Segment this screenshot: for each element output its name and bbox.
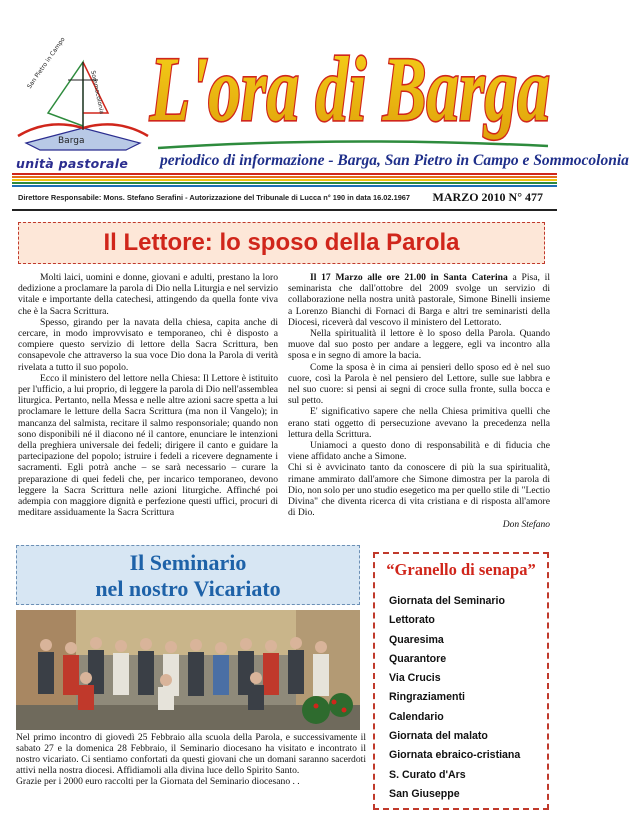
caption-paragraph: Grazie per i 2000 euro raccolti per la Giornata del Seminario diocesano . . (16, 776, 300, 787)
granello-item: Giornata del malato (389, 730, 488, 743)
granello-item: Lettorato (389, 614, 435, 627)
granello-list (389, 592, 520, 804)
granello-title: “Granello di senapa” (386, 560, 536, 579)
article-right-column (288, 272, 550, 532)
article-headline: Il Lettore: lo sposo della Parola (103, 229, 460, 256)
article-paragraph-lead (288, 272, 550, 328)
logo-arc-right-text: Sommocolonia (89, 70, 106, 115)
logo-arc-left-text: San Pietro in Campo (26, 36, 67, 91)
publication-credits: Direttore Responsabile: Mons. Stefano Serafini - Autorizzazione del Tribunale di Lucca n° 190 in data 16.02.1967 (18, 193, 411, 202)
seminario-banner (16, 545, 360, 605)
granello-item: Giornata del Seminario (389, 595, 505, 607)
masthead-subtitle: periodico di informazione - Barga, San Pietro in Campo e Sommocolonia (160, 152, 629, 169)
article-paragraph: Come la sposa è in cima ai pensieri dello sposo ed è nel suo cuore, così la Parola è nel pensiero del Lettore, sulle sue labbra e nel suo cuore: si pensi ai segni di croce sulla fronte, sulla bocca e sul petto. (288, 361, 550, 407)
granello-item: San Giuseppe (389, 787, 460, 800)
article-signature: Don Stefano (502, 520, 550, 531)
issue-number: MARZO 2010 N° 477 (432, 190, 543, 204)
granello-item: Quaresima (389, 633, 444, 646)
article-paragraph: Spesso, girando per la navata della chiesa, capita anche di cercare, in modo improvvisato e temporaneo, chi è disposto a compiere questo servizio di lettore della Sacra Scrittura, ben consapevole che attraverso la sua voce Dio dona la Parola di verità rivelata a tutto il suo popolo. (18, 316, 278, 373)
article-paragraph: Ecco il ministero del lettore nella Chiesa: Il Lettore è istituito per l'ufficio, a lui proprio, di leggere la parola di Dio nell'assemblea liturgica. Pertanto, nella Messa e nelle altre azioni sacre spetta a lui proclamare le letture della Sacra Scrittura (ma non il Vangelo); in mancanza del salmista, recitare il salmo responsoriale; quando non sono disponibili né il diacono né il cantore, enunciare le intenzioni della preghiera universale dei fedeli; dirigere il canto e guidare la partecipazione del popolo; istruire i fedeli a ricevere degnamente i sacramenti. Egli potrà anche – se sarà necessario – curare la preparazione di quei fedeli che, per incarico temporaneo, devono leggere la Sacra Scrittura nelle azioni liturgiche. Affinché poi adempia con maggiore dignità e perfezione questi uffici, procuri di meditare assiduamente la Sacra Scrittura (18, 372, 278, 519)
logo-place-text: Barga (58, 136, 85, 146)
article-paragraph: Chi si è avvicinato tanto da conoscere di più la sua spiritualità, rimane ammirato dall'amore che Simone dimostra per la parola di Dio, non solo per uno studio esegetico ma per quello stile di "Lectio Divina" che diventa ricerca di vita cristiana e di risposta all'amore di Dio. (288, 462, 550, 519)
seminario-caption (16, 732, 366, 787)
seminario-title-line1: Il Seminario (129, 550, 247, 575)
seminario-group-photo (16, 610, 360, 730)
article-left-column (18, 272, 278, 518)
article-paragraph: Uniamoci a questo dono di responsabilità e di fiducia che viene affidato anche a Simone. (288, 440, 550, 463)
granello-item: Calendario (389, 710, 444, 723)
article-lead-bold: Il 17 Marzo alle ore 21.00 in Santa Caterina (310, 272, 508, 283)
granello-item: Ringraziamenti (389, 691, 465, 704)
granello-box (373, 552, 549, 810)
article-lead-rest: a Pisa, il seminarista che dall'ottobre del 2009 svolge un servizio di collaborazione nella nostra unità pastorale, Simone Binelli insieme a Lorenzo Bianchi di Fornaci di Barga e altri tre seminaristi della Diocesi, riceverà dal vescovo il ministero del Lettorato. (288, 272, 550, 328)
caption-paragraph: Nel primo incontro di giovedì 25 Febbraio alla scuola della Parola, e successivamente il sabato 27 e la domenica 28 Febbraio, il Seminario diocesano ha visitato e incontrato il nostro vicariato. Ci sentiamo confortati da questi giovani che un domani saranno sacerdoti attivi nella nostra diocesi. Affidiamoli alla divina luce dello Spirito Santo. (16, 732, 366, 776)
article-paragraph: Molti laici, uomini e donne, giovani e adulti, prestano la loro dedizione a proclamare la parola di Dio nella Liturgia e nel servizio vitale e importante della catechesi, attingendo da quella fonte viva che è la Sacra Scrittura. (18, 272, 278, 317)
granello-item: Via Crucis (389, 672, 441, 685)
granello-item: S. Curato d'Ars (389, 768, 466, 781)
article-paragraph: E' significativo sapere che nella Chiesa primitiva quelli che erano stati oggetto di persecuzione avevano la precedenza nella lettura della Scrittura. (288, 406, 550, 440)
seminario-title-line2: nel nostro Vicariato (95, 576, 281, 601)
article-paragraph: Nella spiritualità il lettore è lo sposo della Parola. Quando muove dal suo posto per andare a leggere, egli va incontro alla sposa e in segno di amore la bacia. (288, 328, 550, 362)
granello-item: Quarantore (389, 652, 447, 665)
logo-text: unità pastorale (16, 156, 129, 171)
masthead-title-text: L'ora di Barga (149, 38, 550, 140)
header-rule (12, 209, 557, 211)
granello-item: Giornata ebraico-cristiana (389, 749, 521, 762)
unita-pastorale-logo (8, 36, 158, 173)
headline-banner (18, 222, 545, 264)
masthead-title (138, 8, 563, 158)
color-stripes (12, 173, 557, 189)
